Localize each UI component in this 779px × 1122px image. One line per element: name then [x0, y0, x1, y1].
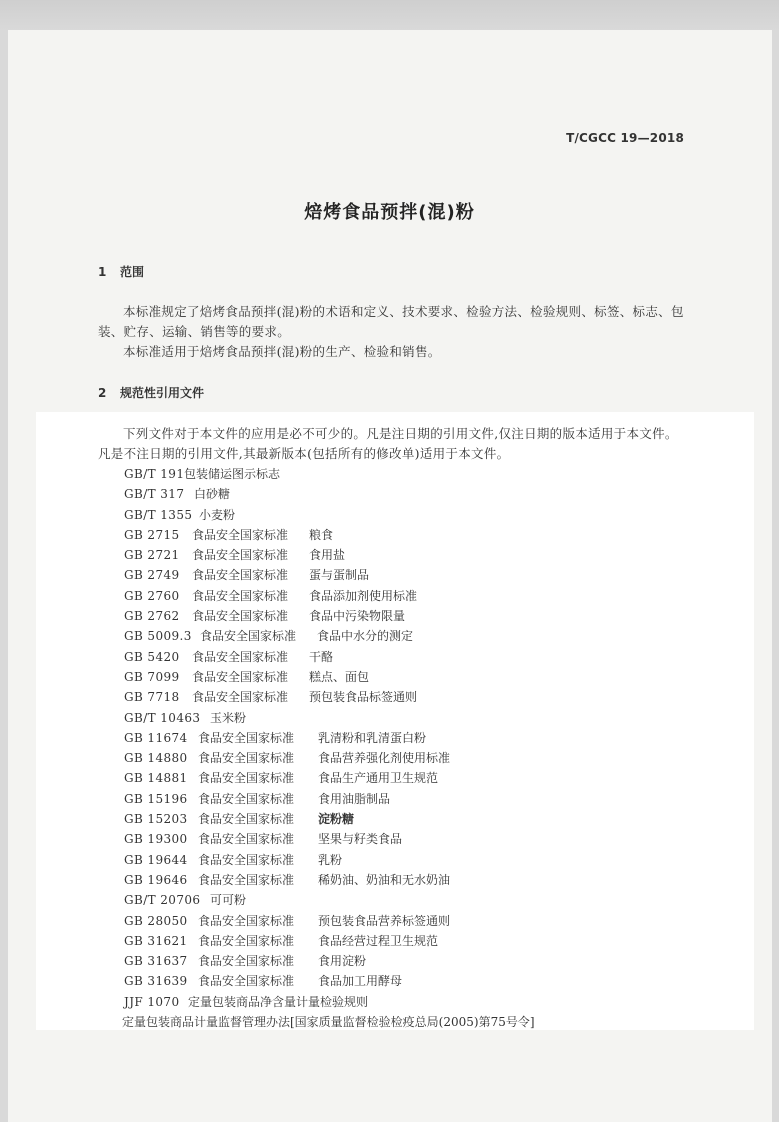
reference-title: 食品添加剂使用标准 [309, 588, 418, 603]
reference-item [124, 890, 535, 910]
reference-item [124, 911, 535, 931]
reference-category: 食品安全国家标准 [192, 588, 289, 603]
reference-item [124, 850, 535, 870]
reference-title: 包装储运图示标志 [184, 467, 281, 481]
reference-category: 食品安全国家标准 [198, 974, 295, 989]
reference-category: 食品安全国家标准 [192, 527, 289, 542]
reference-title: 食用油脂制品 [318, 791, 391, 806]
reference-category: 食品安全国家标准 [192, 669, 289, 684]
reference-code: GB 31621 [124, 933, 188, 948]
reference-item [124, 768, 535, 788]
document-code: T/CGCC 19—2018 [566, 131, 684, 145]
section-number: 1 [98, 265, 107, 279]
reference-category: 食品安全国家标准 [192, 568, 289, 583]
reference-title: 白砂糖 [194, 487, 231, 502]
reference-category: 食品安全国家标准 [198, 751, 295, 766]
reference-code: GB 7099 [124, 669, 180, 684]
reference-category: 食品安全国家标准 [192, 609, 289, 624]
reference-code: GB 15203 [124, 812, 188, 827]
reference-title: 食品营养强化剂使用标准 [318, 751, 451, 766]
reference-code: GB 31637 [124, 954, 188, 969]
reference-item [124, 484, 535, 504]
section-heading-normative-references [98, 384, 204, 401]
reference-category: 食品安全国家标准 [198, 730, 295, 745]
reference-code: GB 14881 [124, 771, 188, 786]
reference-item [124, 748, 535, 768]
reference-item [124, 464, 535, 484]
reference-category: 食品安全国家标准 [200, 629, 297, 644]
reference-code: GB 2715 [124, 527, 180, 542]
reference-category: 食品安全国家标准 [198, 954, 295, 969]
reference-title: 玉米粉 [210, 710, 247, 725]
reference-code: GB 2749 [124, 568, 180, 583]
references-intro-paragraph: 下列文件对于本文件的应用是必不可少的。凡是注日期的引用文件,仅注日期的版本适用于本文件。凡是不注日期的引用文件,其最新版本(包括所有的修改单)适用于本文件。 [98, 426, 678, 461]
reference-code: GB 7718 [124, 690, 180, 705]
reference-code: GB/T 191 [124, 467, 185, 481]
scope-paragraph-1: 本标准规定了焙烤食品预拌(混)粉的术语和定义、技术要求、检验方法、检验规则、标签、标志、包装、贮存、运输、销售等的要求。 [98, 304, 684, 339]
reference-category: 食品安全国家标准 [198, 832, 295, 847]
reference-code: GB 5009.3 [124, 629, 192, 644]
reference-title: 乳粉 [318, 852, 343, 867]
reference-category: 食品安全国家标准 [198, 933, 295, 948]
reference-item [124, 971, 535, 991]
reference-item [124, 931, 535, 951]
reference-title: 食用淀粉 [318, 954, 367, 969]
reference-title: 食品加工用酵母 [318, 974, 403, 989]
section-number: 2 [98, 386, 107, 400]
reference-category: 食品安全国家标准 [198, 872, 295, 887]
section-title: 规范性引用文件 [120, 386, 205, 400]
reference-title: 定量包装商品净含量计量检验规则 [188, 994, 369, 1009]
reference-item [124, 505, 535, 525]
reference-title: 淀粉糖 [318, 812, 355, 827]
reference-title: 食用盐 [309, 548, 346, 563]
document-title: 焙烤食品预拌(混)粉 [304, 202, 475, 223]
reference-code: JJF 1070 [124, 994, 180, 1009]
reference-item [124, 545, 535, 565]
reference-code: GB 2721 [124, 548, 180, 563]
reference-item [124, 667, 535, 687]
reference-category: 食品安全国家标准 [192, 649, 289, 664]
reference-title: 稀奶油、奶油和无水奶油 [318, 872, 451, 887]
section-heading-scope [98, 263, 144, 280]
reference-item [124, 870, 535, 890]
reference-title: 预包装食品标签通则 [309, 690, 418, 705]
reference-item [124, 565, 535, 585]
reference-item [124, 525, 535, 545]
reference-title: 蛋与蛋制品 [309, 568, 370, 583]
reference-title: 预包装食品营养标签通则 [318, 913, 451, 928]
reference-code: GB 11674 [124, 730, 188, 745]
reference-list [124, 464, 535, 1032]
reference-category: 食品安全国家标准 [192, 690, 289, 705]
reference-title: 乳清粉和乳清蛋白粉 [318, 730, 427, 745]
scope-paragraph-2: 本标准适用于焙烤食品预拌(混)粉的生产、检验和销售。 [123, 344, 441, 359]
reference-category: 食品安全国家标准 [198, 791, 295, 806]
reference-title: 坚果与籽类食品 [318, 832, 403, 847]
reference-code: GB/T 317 [124, 487, 185, 502]
reference-code: GB 19644 [124, 852, 188, 867]
reference-item [124, 647, 535, 667]
reference-item [124, 687, 535, 707]
reference-item-regulation: 定量包装商品计量监督管理办法[国家质量监督检验检疫总局(2005)第75号令] [122, 1015, 535, 1030]
reference-code: GB/T 10463 [124, 710, 201, 725]
reference-code: GB 15196 [124, 791, 188, 806]
reference-code: GB 14880 [124, 751, 188, 766]
reference-title: 食品中水分的测定 [317, 629, 414, 644]
reference-item [124, 992, 535, 1012]
reference-title: 粮食 [309, 527, 334, 542]
reference-item [124, 951, 535, 971]
reference-item [124, 626, 535, 646]
reference-code: GB 19646 [124, 872, 188, 887]
reference-item [124, 728, 535, 748]
reference-item [124, 708, 535, 728]
reference-title: 可可粉 [210, 893, 247, 908]
reference-title: 干酪 [309, 649, 334, 664]
reference-item [124, 789, 535, 809]
reference-code: GB 2760 [124, 588, 180, 603]
reference-category: 食品安全国家标准 [198, 771, 295, 786]
reference-item [124, 809, 535, 829]
reference-item [124, 586, 535, 606]
reference-code: GB 31639 [124, 974, 188, 989]
reference-category: 食品安全国家标准 [192, 548, 289, 563]
reference-category: 食品安全国家标准 [198, 913, 295, 928]
reference-code: GB/T 1355 [124, 507, 193, 522]
reference-title: 糕点、面包 [309, 669, 370, 684]
reference-category: 食品安全国家标准 [198, 852, 295, 867]
reference-item [124, 606, 535, 626]
reference-code: GB/T 20706 [124, 893, 201, 908]
reference-title: 小麦粉 [199, 507, 236, 522]
section-title: 范围 [120, 265, 145, 279]
reference-code: GB 28050 [124, 913, 188, 928]
reference-title: 食品中污染物限量 [309, 609, 406, 624]
reference-code: GB 5420 [124, 649, 180, 664]
scan-top-shadow [0, 0, 779, 30]
reference-category: 食品安全国家标准 [198, 812, 295, 827]
reference-title: 食品经营过程卫生规范 [318, 933, 439, 948]
reference-item [124, 829, 535, 849]
reference-code: GB 2762 [124, 609, 180, 624]
reference-code: GB 19300 [124, 832, 188, 847]
reference-title: 食品生产通用卫生规范 [318, 771, 439, 786]
